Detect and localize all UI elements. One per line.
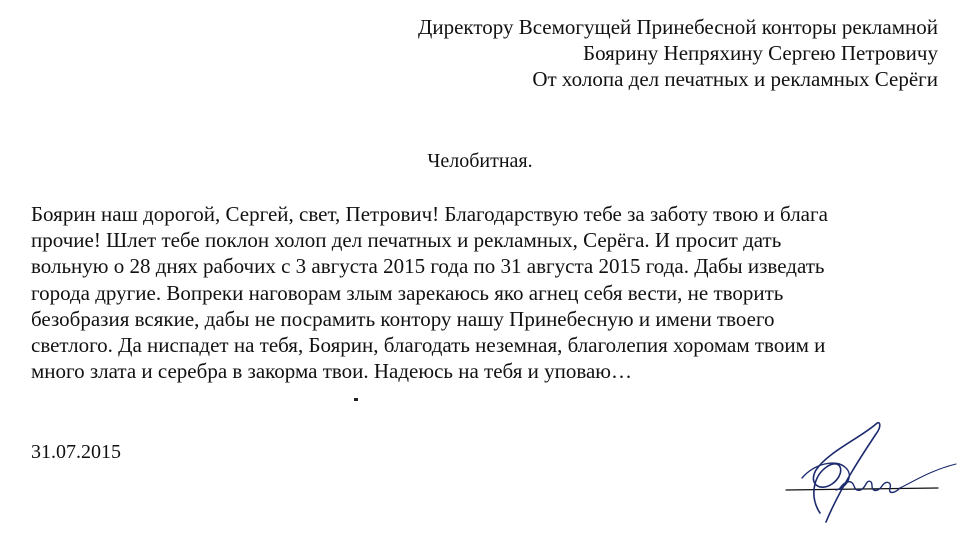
body-line: светлого. Да ниспадет на тебя, Боярин, благодать неземная, благолепия хоромам твоим и <box>31 333 826 358</box>
body-line: вольную о 28 днях рабочих с 3 августа 2015 года по 31 августа 2015 года. Дабы изведать <box>31 254 825 279</box>
addressee-line: Боярину Непряхину Сергею Петровичу <box>583 41 938 65</box>
stray-mark <box>354 398 358 401</box>
addressee-block <box>238 14 938 92</box>
addressee-line: От холопа дел печатных и рекламных Серёги <box>532 67 938 91</box>
document-date: 31.07.2015 <box>31 441 121 463</box>
body-line: безобразия всякие, дабы не посрамить контору нашу Принебесную и имени твоего <box>31 306 775 331</box>
petition-body <box>31 201 943 384</box>
body-line: города другие. Вопреки наговорам злым зарекаюсь яко агнец себя вести, не творить <box>31 280 784 305</box>
addressee-line: Директору Всемогущей Принебесной конторы рекламной <box>418 15 938 39</box>
document-title: Челобитная. <box>427 150 533 172</box>
signature-icon <box>780 418 960 530</box>
body-line: прочие! Шлет тебе поклон холоп дел печатных и рекламных, Серёга. И просит дать <box>31 228 782 253</box>
body-line: много злата и серебра в закорма твои. Надеюсь на тебя и уповаю… <box>31 359 632 384</box>
body-line: Боярин наш дорогой, Сергей, свет, Петрович! Благодарствую тебе за заботу твою и блага <box>31 202 828 226</box>
